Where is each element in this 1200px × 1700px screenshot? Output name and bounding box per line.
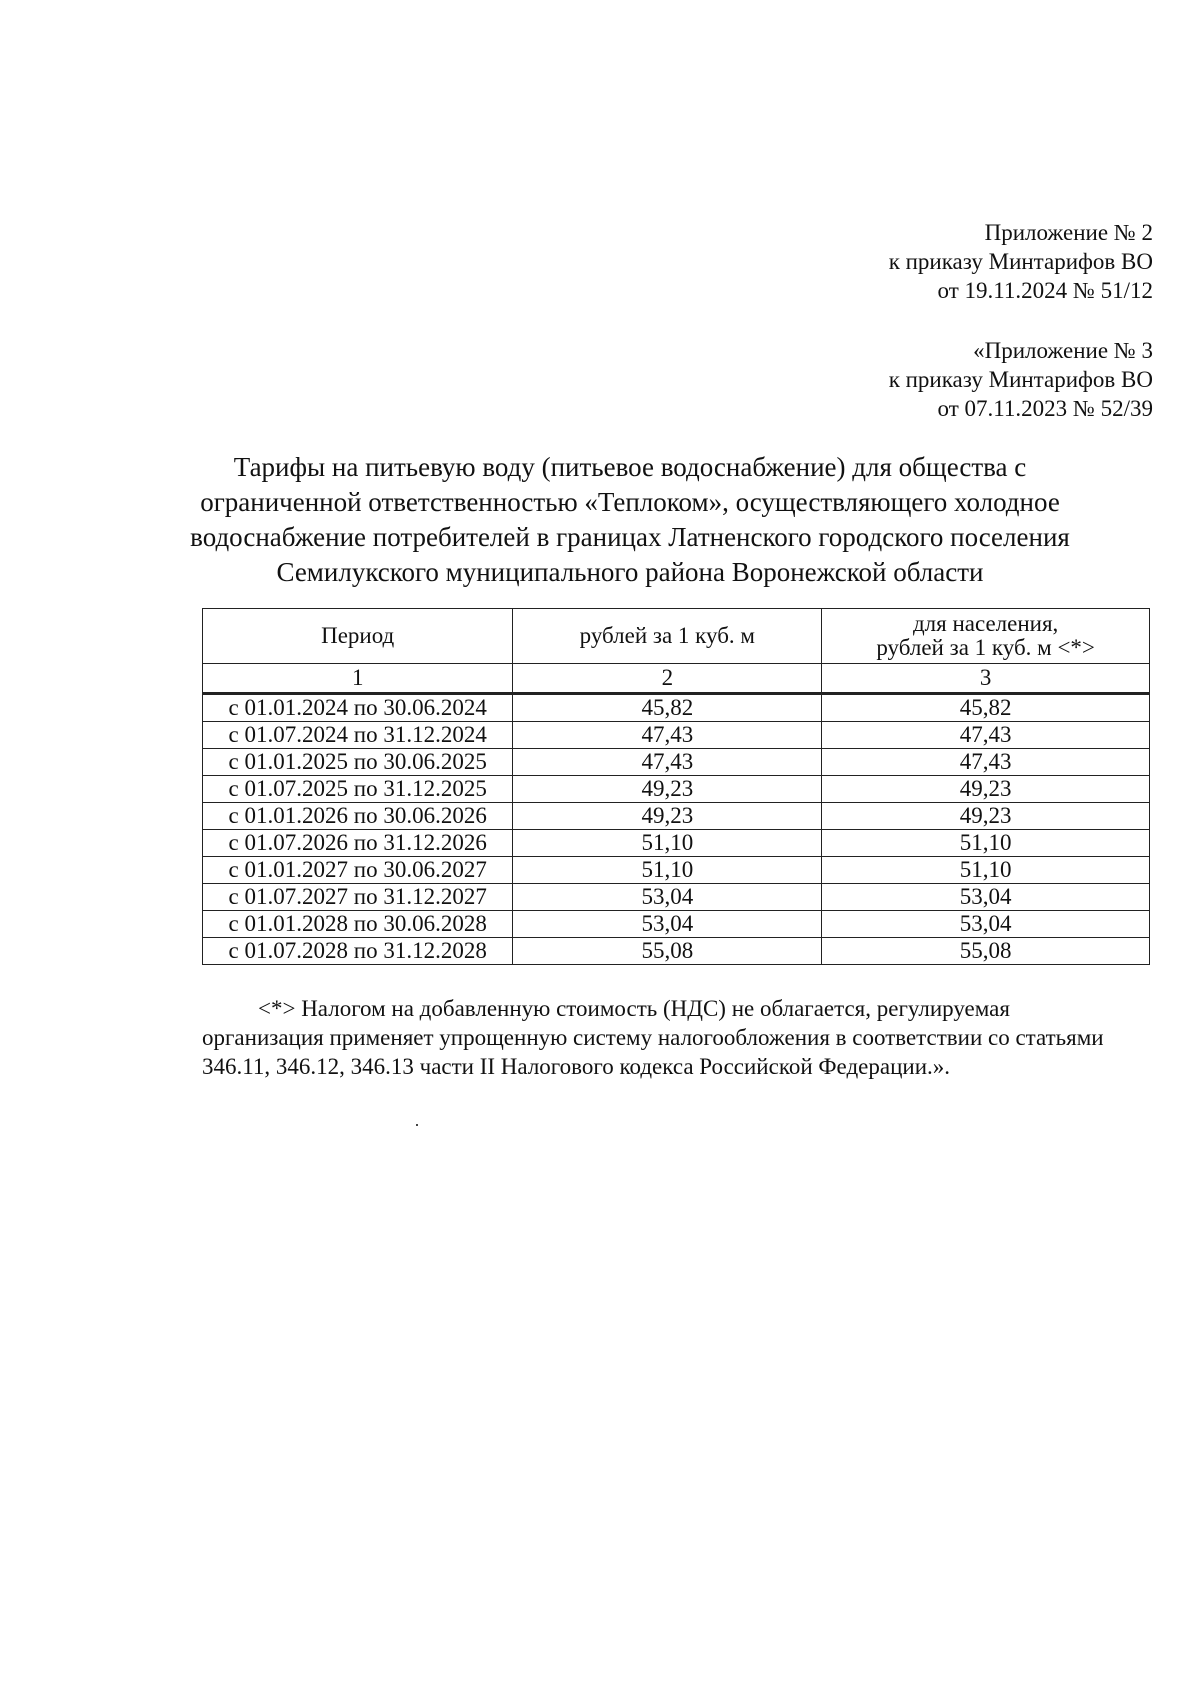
table-row — [203, 857, 1150, 884]
table-row — [203, 830, 1150, 857]
cell-population: 49,23 — [822, 776, 1150, 803]
footnote-line: 346.11, 346.12, 346.13 части II Налогового кодекса Российской Федерации.». — [202, 1054, 951, 1079]
cell-population: 53,04 — [822, 884, 1150, 911]
appendix-order: к приказу Минтарифов ВО — [888, 249, 1153, 274]
header-population-line2: рублей за 1 куб. м <*> — [876, 635, 1095, 660]
column-number: 1 — [203, 664, 513, 694]
cell-period: с 01.01.2024 по 30.06.2024 — [203, 694, 513, 722]
cell-rate: 53,04 — [513, 911, 822, 938]
cell-period: с 01.01.2026 по 30.06.2026 — [203, 803, 513, 830]
column-numbers-row — [203, 664, 1150, 694]
header-population-line1: для населения, — [912, 611, 1059, 636]
table-row — [203, 722, 1150, 749]
title-line: Семилукского муниципального района Воронежской области — [276, 557, 984, 587]
cell-period: с 01.07.2026 по 31.12.2026 — [203, 830, 513, 857]
cell-period: с 01.07.2028 по 31.12.2028 — [203, 938, 513, 965]
title-line: ограниченной ответственностью «Теплоком», осуществляющего холодное — [200, 487, 1060, 517]
appendix-number: Приложение № 2 — [984, 220, 1153, 245]
appendix-reference-old — [889, 336, 1153, 423]
cell-rate: 45,82 — [513, 694, 822, 722]
table-row — [203, 749, 1150, 776]
title-line: Тарифы на питьевую воду (питьевое водоснабжение) для общества с — [233, 452, 1027, 482]
cell-population: 47,43 — [822, 749, 1150, 776]
cell-population: 55,08 — [822, 938, 1150, 965]
cell-period: с 01.07.2025 по 31.12.2025 — [203, 776, 513, 803]
cell-rate: 55,08 — [513, 938, 822, 965]
appendix-date: от 07.11.2023 № 52/39 — [937, 396, 1153, 421]
stray-mark — [416, 1124, 418, 1126]
header-rate: рублей за 1 куб. м — [513, 609, 822, 664]
cell-period: с 01.01.2025 по 30.06.2025 — [203, 749, 513, 776]
cell-period: с 01.07.2027 по 31.12.2027 — [203, 884, 513, 911]
cell-population: 47,43 — [822, 722, 1150, 749]
table-row — [203, 694, 1150, 722]
title-line: водоснабжение потребителей в границах Латненского городского поселения — [190, 522, 1070, 552]
cell-population: 51,10 — [822, 857, 1150, 884]
cell-rate: 51,10 — [513, 830, 822, 857]
header-population — [822, 609, 1150, 664]
table-row — [203, 803, 1150, 830]
cell-rate: 47,43 — [513, 722, 822, 749]
appendix-reference-new — [889, 218, 1153, 305]
cell-population: 49,23 — [822, 803, 1150, 830]
table-row — [203, 911, 1150, 938]
document-title — [150, 450, 1110, 590]
cell-rate: 49,23 — [513, 776, 822, 803]
table-row — [203, 938, 1150, 965]
appendix-number: «Приложение № 3 — [973, 338, 1153, 363]
cell-population: 45,82 — [822, 694, 1150, 722]
cell-period: с 01.01.2027 по 30.06.2027 — [203, 857, 513, 884]
cell-rate: 49,23 — [513, 803, 822, 830]
table-row — [203, 884, 1150, 911]
cell-rate: 47,43 — [513, 749, 822, 776]
appendix-order: к приказу Минтарифов ВО — [888, 367, 1153, 392]
table-header-row — [203, 609, 1150, 664]
cell-rate: 51,10 — [513, 857, 822, 884]
cell-rate: 53,04 — [513, 884, 822, 911]
cell-population: 53,04 — [822, 911, 1150, 938]
tariff-table — [202, 608, 1150, 965]
footnote-line: <*> Налогом на добавленную стоимость (НДС) не облагается, регулируемая — [258, 996, 1010, 1021]
table-row — [203, 776, 1150, 803]
cell-population: 51,10 — [822, 830, 1150, 857]
column-number: 2 — [513, 664, 822, 694]
footnote-line: организация применяет упрощенную систему налогообложения в соответствии со статьями — [202, 1025, 1104, 1050]
tax-footnote — [202, 994, 1150, 1081]
header-period: Период — [203, 609, 513, 664]
column-number: 3 — [822, 664, 1150, 694]
cell-period: с 01.07.2024 по 31.12.2024 — [203, 722, 513, 749]
cell-period: с 01.01.2028 по 30.06.2028 — [203, 911, 513, 938]
appendix-date: от 19.11.2024 № 51/12 — [937, 278, 1153, 303]
